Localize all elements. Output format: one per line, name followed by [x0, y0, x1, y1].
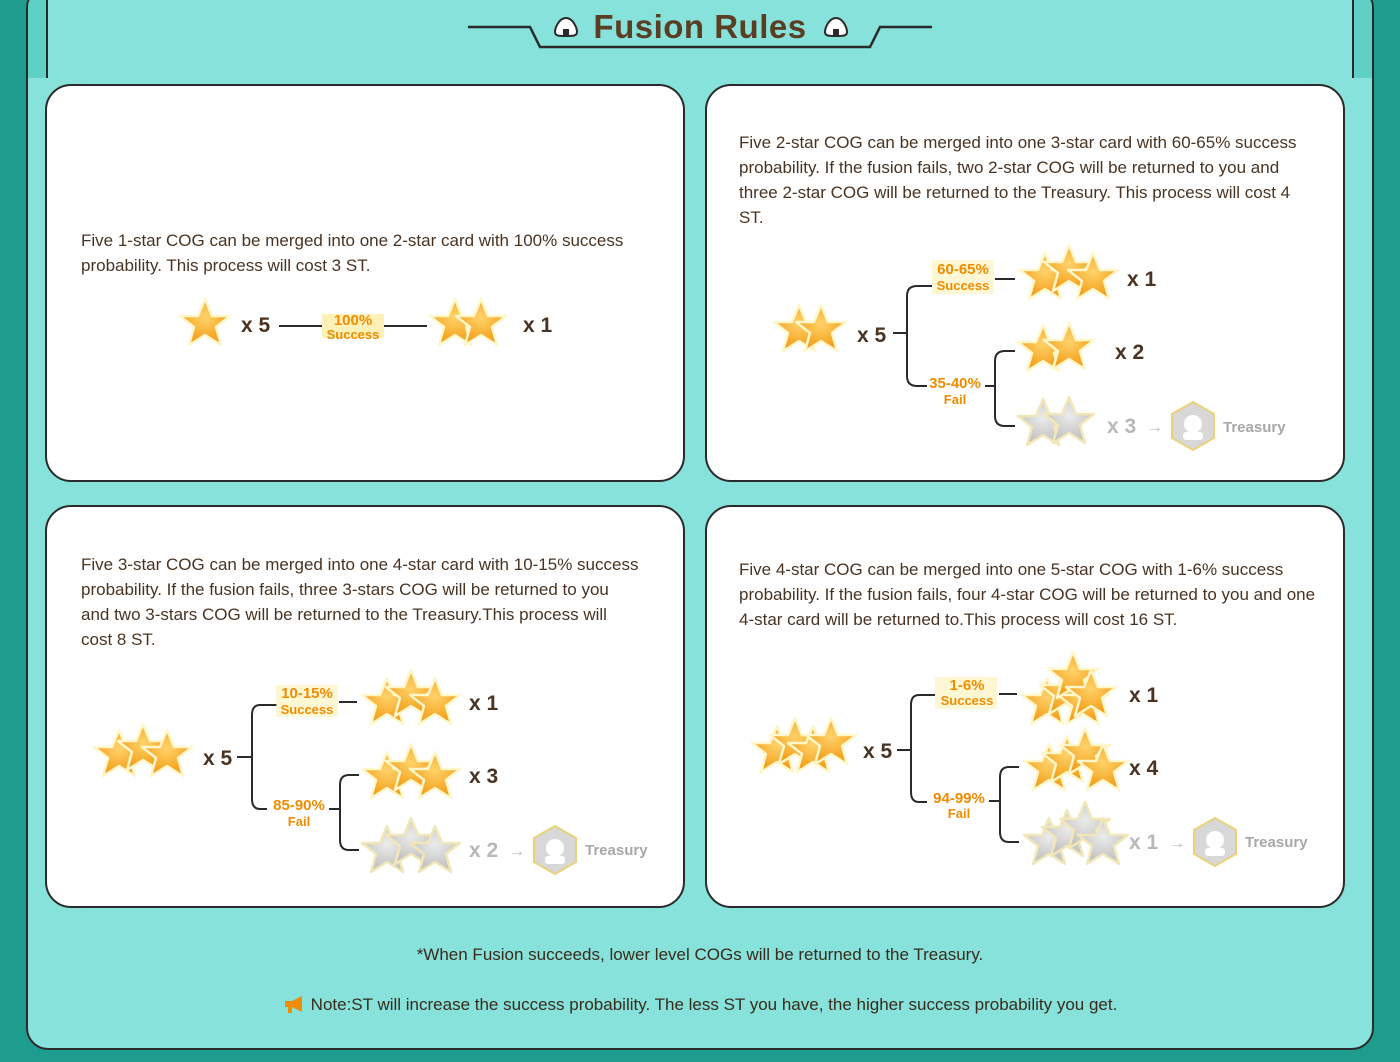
- treasury-count: x 1: [1129, 831, 1159, 854]
- fail-label: Fail: [947, 806, 971, 821]
- card-description: Five 1-star COG can be merged into one 2-star card with 100% success probability. This process will cost 3 ST.: [81, 231, 624, 275]
- card-description: Five 2-star COG can be merged into one 3-star card with 60-65% success probability. If the fusion fails, two 2-star COG will be returned to you and three 2-star COG will be returned to the Treasury. This process will cost 4 ST.: [739, 133, 1297, 227]
- output-count: x 1: [523, 314, 553, 337]
- input-count: x 5: [241, 314, 271, 337]
- fusion-card-2-star: [705, 84, 1345, 482]
- fusion-diagram: [707, 86, 1347, 484]
- star-icon: [180, 299, 230, 345]
- success-count: x 1: [1129, 684, 1159, 707]
- fail-percent: 35-40%: [929, 375, 981, 392]
- card-description: Five 4-star COG can be merged into one 5-star COG with 1-6% success probability. If the fusion fails, four 4-star COG will be returned to you and one 4-star card will be returned to.This process will cost 16 ST.: [739, 560, 1316, 629]
- treasury-icon: [1194, 818, 1236, 866]
- fail-percent: 94-99%: [933, 790, 985, 807]
- fusion-card-4-star: [705, 505, 1345, 908]
- fusion-card-3-star: [45, 505, 685, 908]
- return-count: x 4: [1129, 757, 1159, 780]
- return-count: x 2: [1115, 341, 1145, 364]
- fail-percent: 85-90%: [273, 797, 325, 814]
- arrow-right-icon: →: [1169, 835, 1185, 852]
- treasury-icon: [1172, 402, 1214, 450]
- fusion-diagram: [707, 507, 1347, 910]
- success-percent: 60-65%: [937, 261, 989, 278]
- input-count: x 5: [203, 747, 233, 770]
- treasury-count: x 3: [1107, 415, 1137, 438]
- treasury-label: Treasury: [585, 842, 648, 859]
- treasury-label: Treasury: [1245, 834, 1308, 851]
- st-note-row: [0, 994, 1400, 1015]
- fusion-diagram: [47, 507, 687, 910]
- card-description: Five 3-star COG can be merged into one 4-star card with 10-15% success probability. If the fusion fails, three 3-stars COG will be returned to you and two 3-stars COG will be returned to the Treasury.This process will cost 8 ST.: [81, 555, 639, 649]
- title-bar: [0, 0, 1400, 60]
- success-percent: 100%: [333, 312, 373, 329]
- st-note: Note:ST will increase the success probability. The less ST you have, the higher success probability you get.: [310, 995, 1118, 1014]
- success-label: Success: [936, 278, 990, 293]
- arrow-right-icon: →: [509, 843, 525, 860]
- input-count: x 5: [863, 740, 893, 763]
- success-percent: 10-15%: [281, 685, 333, 702]
- page-title: Fusion Rules: [593, 8, 807, 45]
- treasury-label: Treasury: [1223, 419, 1286, 436]
- treasury-count: x 2: [469, 839, 499, 862]
- success-label: Success: [326, 327, 380, 342]
- success-label: Success: [280, 702, 334, 717]
- megaphone-icon: [283, 994, 307, 1014]
- success-count: x 1: [469, 692, 499, 715]
- success-percent: 1-6%: [949, 677, 985, 694]
- input-count: x 5: [857, 324, 887, 347]
- arrow-right-icon: →: [1147, 419, 1163, 436]
- fusion-diagram: [47, 86, 687, 484]
- fusion-card-1-star: [45, 84, 685, 482]
- fail-label: Fail: [943, 392, 967, 407]
- treasury-icon: [534, 826, 576, 874]
- treasury-note: *When Fusion succeeds, lower level COGs will be returned to the Treasury.: [416, 945, 984, 964]
- return-count: x 3: [469, 765, 499, 788]
- success-count: x 1: [1127, 268, 1157, 291]
- onigiri-icon: [823, 16, 849, 38]
- success-label: Success: [940, 693, 994, 708]
- fail-label: Fail: [287, 814, 311, 829]
